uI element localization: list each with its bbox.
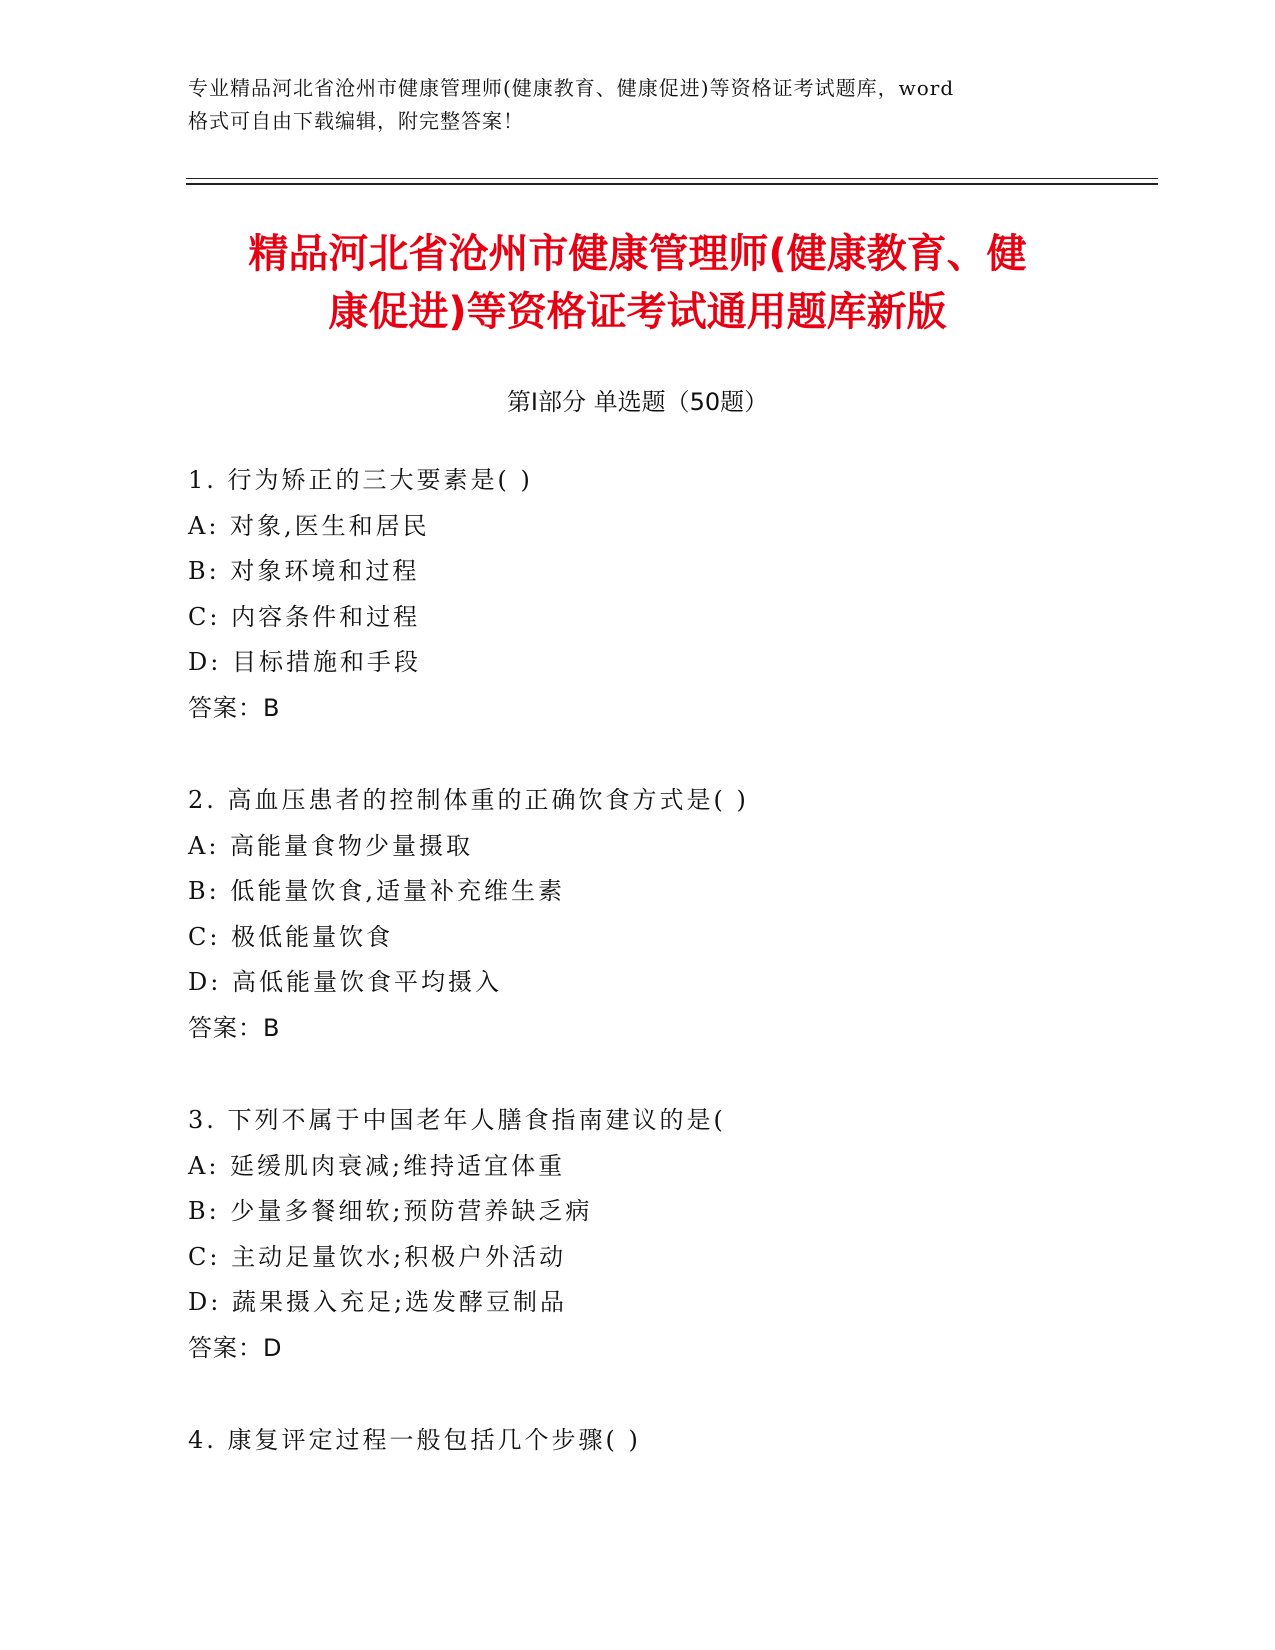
header-rule-thick bbox=[186, 183, 1158, 185]
option-b: B: 对象环境和过程 bbox=[188, 557, 420, 585]
answer-label: 答案：D bbox=[188, 1333, 283, 1362]
section-title: 第Ⅰ部分 单选题（50题） bbox=[506, 388, 769, 416]
option-a: A: 高能量食物少量摄取 bbox=[188, 831, 474, 860]
option-a: A: 延缓肌肉衰减;维持适宜体重 bbox=[188, 1151, 566, 1180]
option-b: B: 低能量饮食,适量补充维生素 bbox=[188, 877, 565, 905]
question-2 bbox=[188, 778, 1138, 1051]
header-note-line-1: 专业精品河北省沧州市健康管理师(健康教育、健康促进)等资格证考试题库，word bbox=[188, 76, 955, 100]
document-title-line-2: 康促进)等资格证考试通用题库新版 bbox=[328, 289, 947, 335]
option-d: D: 目标措施和手段 bbox=[188, 648, 421, 676]
header-rule-thin bbox=[186, 178, 1158, 179]
option-d: D: 高低能量饮食平均摄入 bbox=[188, 968, 502, 996]
option-c: C: 极低能量饮食 bbox=[188, 922, 394, 951]
question-1 bbox=[188, 458, 1138, 731]
question-stem: 2. 高血压患者的控制体重的正确饮食方式是( ) bbox=[188, 786, 749, 814]
option-c: C: 内容条件和过程 bbox=[188, 602, 421, 631]
option-a: A: 对象,医生和居民 bbox=[188, 511, 430, 540]
question-stem: 4. 康复评定过程一般包括几个步骤( ) bbox=[188, 1426, 641, 1454]
header-note-line-2: 格式可自由下载编辑，附完整答案！ bbox=[188, 109, 524, 133]
option-b: B: 少量多餐细软;预防营养缺乏病 bbox=[188, 1197, 593, 1225]
question-4 bbox=[188, 1418, 1138, 1464]
answer-label: 答案：B bbox=[188, 1013, 281, 1042]
option-c: C: 主动足量饮水;积极户外活动 bbox=[188, 1242, 567, 1271]
header-note bbox=[188, 72, 1088, 138]
question-stem: 3. 下列不属于中国老年人膳食指南建议的是( bbox=[188, 1106, 726, 1134]
answer-label: 答案：B bbox=[188, 693, 281, 722]
question-3 bbox=[188, 1098, 1138, 1371]
option-d: D: 蔬果摄入充足;选发酵豆制品 bbox=[188, 1288, 568, 1316]
document-title-line-1: 精品河北省沧州市健康管理师(健康教育、健 bbox=[248, 231, 1027, 277]
document-title bbox=[180, 225, 1095, 341]
question-stem: 1. 行为矫正的三大要素是( ) bbox=[188, 466, 533, 494]
